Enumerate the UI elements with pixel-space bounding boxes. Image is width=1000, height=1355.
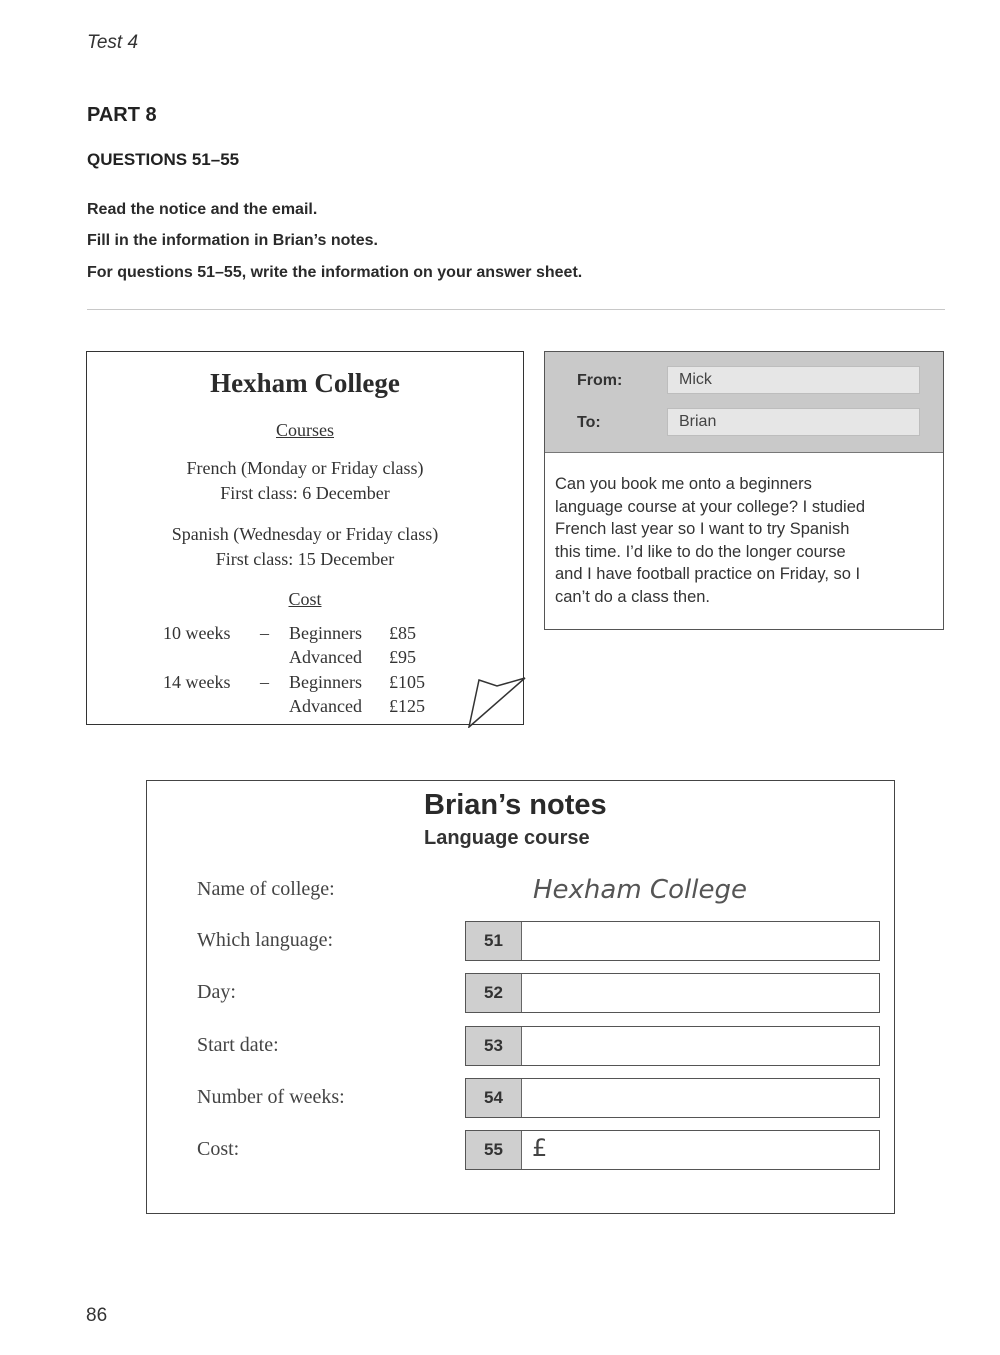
email-header [545,352,943,453]
cost-dash: – [260,672,269,692]
language-label: Which language: [197,929,334,951]
courses-heading: Courses [276,420,334,440]
cost-level: Beginners [289,623,362,643]
email-body-line: this time. I’d like to do the longer course [555,542,846,561]
from-label: From: [577,372,623,389]
questions-title: QUESTIONS 51–55 [87,150,240,169]
instruction-3: For questions 51–55, write the information on your answer sheet. [87,264,583,281]
french-course-days: French (Monday or Friday class) [186,458,424,478]
notes-title: Brian’s notes [424,789,607,821]
spanish-first-class: First class: 15 December [215,549,395,569]
instruction-2: Fill in the information in Brian’s notes. [87,232,378,249]
weeks-label: Number of weeks: [197,1086,345,1108]
cost-weeks: 10 weeks [163,623,231,643]
email-body-line: can’t do a class then. [555,587,711,606]
cost-price: £125 [389,696,425,716]
to-field: Brian [667,408,920,436]
pound-prefix: £ [532,1134,548,1162]
cost-price: £95 [389,647,416,667]
email-body-line: Can you book me onto a beginners [555,475,812,493]
answer-51-field[interactable] [465,921,880,961]
cost-label: Cost: [197,1138,240,1160]
brians-notes [146,780,895,1214]
start-date-label: Start date: [197,1034,279,1056]
test-label: Test 4 [87,32,139,53]
college-value: Hexham College [533,875,747,905]
question-number: 52 [466,974,522,1012]
cost-level: Advanced [289,647,362,667]
answer-53-field[interactable] [465,1026,880,1066]
cost-heading: Cost [288,589,322,609]
page-curl-icon [467,670,527,728]
from-field: Mick [667,366,920,394]
to-label: To: [577,414,601,431]
question-number: 55 [466,1131,522,1169]
spanish-course-days: Spanish (Wednesday or Friday class) [171,524,439,544]
cost-price: £85 [389,623,416,643]
email-body-line: language course at your college? I studied [555,497,866,516]
notice-title: Hexham College [210,368,400,398]
college-label: Name of college: [197,878,335,900]
answer-54-field[interactable] [465,1078,880,1118]
divider [87,309,945,310]
cost-level: Beginners [289,672,362,692]
answer-52-field[interactable] [465,973,880,1013]
email-message [544,351,944,630]
question-number: 51 [466,922,522,960]
answer-55-field[interactable] [465,1130,880,1170]
email-body [555,473,935,608]
cost-level: Advanced [289,696,362,716]
cost-price: £105 [389,672,425,692]
question-number: 53 [466,1027,522,1065]
part-title: PART 8 [87,104,157,126]
email-body-line: and I have football practice on Friday, so I [555,565,861,583]
french-first-class: First class: 6 December [220,483,390,503]
cost-weeks: 14 weeks [163,672,231,692]
cost-dash: – [260,623,269,643]
notes-subtitle: Language course [424,827,590,849]
question-number: 54 [466,1079,522,1117]
day-label: Day: [197,981,236,1003]
instruction-1: Read the notice and the email. [87,201,318,218]
page-number: 86 [86,1305,108,1326]
college-notice [86,351,524,725]
email-body-line: French last year so I want to try Spanish [555,520,850,538]
